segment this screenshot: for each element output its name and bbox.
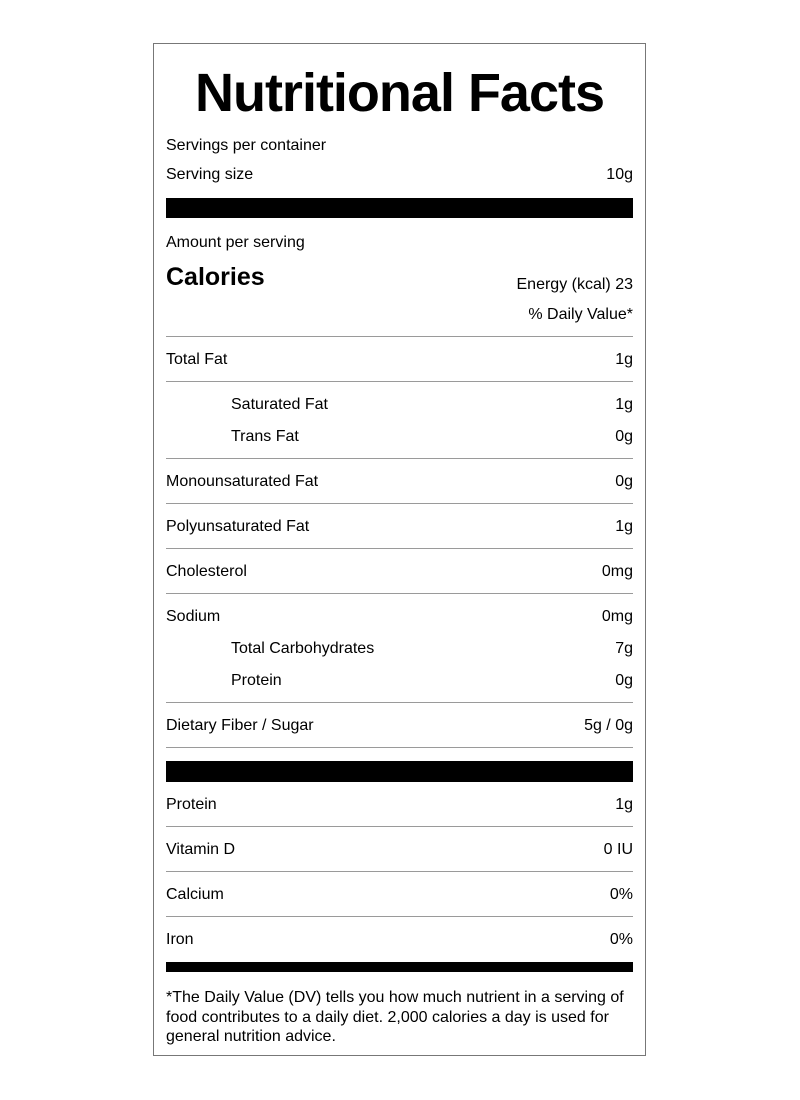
divider: [166, 916, 633, 917]
nutrient-label: Protein: [231, 672, 282, 689]
vitamin-row-vitamin-d: [166, 840, 633, 860]
nutrient-value: 0mg: [601, 608, 633, 625]
nutrient-row-monounsaturated-fat: [166, 472, 633, 492]
nutrient-value: 1g: [615, 351, 633, 368]
energy-value: Energy (kcal) 23: [516, 276, 633, 293]
nutrient-label: Sodium: [166, 608, 221, 625]
thick-divider-middle: [166, 761, 633, 782]
divider: [166, 381, 633, 382]
nutrient-row-dietary-fiber-sugar: [166, 716, 633, 736]
divider: [166, 871, 633, 872]
nutrient-label: Dietary Fiber / Sugar: [166, 717, 314, 734]
nutrient-label: Monounsaturated Fat: [166, 473, 319, 490]
vitamin-value: 0%: [609, 931, 633, 948]
vitamin-value: 0 IU: [603, 841, 633, 858]
nutrient-value: 0g: [615, 428, 633, 445]
vitamin-label: Vitamin D: [166, 841, 236, 858]
vitamin-row-iron: [166, 930, 633, 950]
nutrient-label: Cholesterol: [166, 563, 247, 580]
serving-size-label: Serving size: [166, 166, 254, 183]
nutrient-row-sodium: [166, 607, 633, 627]
daily-value-header: % Daily Value*: [528, 306, 633, 323]
divider: [166, 747, 633, 748]
nutrient-value: 0mg: [601, 563, 633, 580]
nutrient-row-protein-sub: [166, 671, 633, 691]
divider: [166, 702, 633, 703]
nutrient-row-trans-fat: [166, 427, 633, 447]
nutrient-value: 7g: [615, 640, 633, 657]
servings-per-container-row: [166, 136, 633, 156]
servings-per-container-label: Servings per container: [166, 137, 327, 154]
calories-label: Calories: [166, 263, 265, 291]
daily-value-footnote: *The Daily Value (DV) tells you how much nutrient in a serving of food contributes to a daily diet. 2,000 calories a day is used for general nutrition advice.: [166, 989, 624, 1045]
nutrient-value: 0g: [615, 473, 633, 490]
vitamin-value: 1g: [615, 796, 633, 813]
nutrient-value: 1g: [615, 396, 633, 413]
serving-size-value: 10g: [606, 166, 633, 183]
divider: [166, 458, 633, 459]
nutrient-label: Saturated Fat: [231, 396, 328, 413]
nutrient-label: Polyunsaturated Fat: [166, 518, 310, 535]
vitamin-label: Iron: [166, 931, 194, 948]
amount-per-serving-label: Amount per serving: [166, 234, 305, 251]
thick-divider-bottom: [166, 962, 633, 972]
nutrient-value: 1g: [615, 518, 633, 535]
vitamin-value: 0%: [609, 886, 633, 903]
amount-per-serving-row: [166, 233, 633, 253]
nutrient-row-total-fat: [166, 350, 633, 370]
nutrient-label: Total Fat: [166, 351, 228, 368]
nutrient-row-total-carbohydrates: [166, 639, 633, 659]
nutrient-row-saturated-fat: [166, 395, 633, 415]
serving-size-row: [166, 165, 633, 185]
nutrient-label: Total Carbohydrates: [231, 640, 375, 657]
divider: [166, 826, 633, 827]
nutrient-value: 5g / 0g: [584, 717, 633, 734]
vitamin-row-calcium: [166, 885, 633, 905]
label-title: Nutritional Facts: [194, 63, 605, 123]
vitamin-label: Calcium: [166, 886, 224, 903]
vitamin-row-protein: [166, 795, 633, 815]
nutrient-value: 0g: [615, 672, 633, 689]
divider: [166, 336, 633, 337]
thick-divider-top: [166, 198, 633, 218]
divider: [166, 593, 633, 594]
vitamin-label: Protein: [166, 796, 217, 813]
nutrition-label: [153, 43, 646, 1056]
nutrient-row-polyunsaturated-fat: [166, 517, 633, 537]
divider: [166, 548, 633, 549]
nutrient-label: Trans Fat: [231, 428, 299, 445]
nutrient-row-cholesterol: [166, 562, 633, 582]
divider: [166, 503, 633, 504]
